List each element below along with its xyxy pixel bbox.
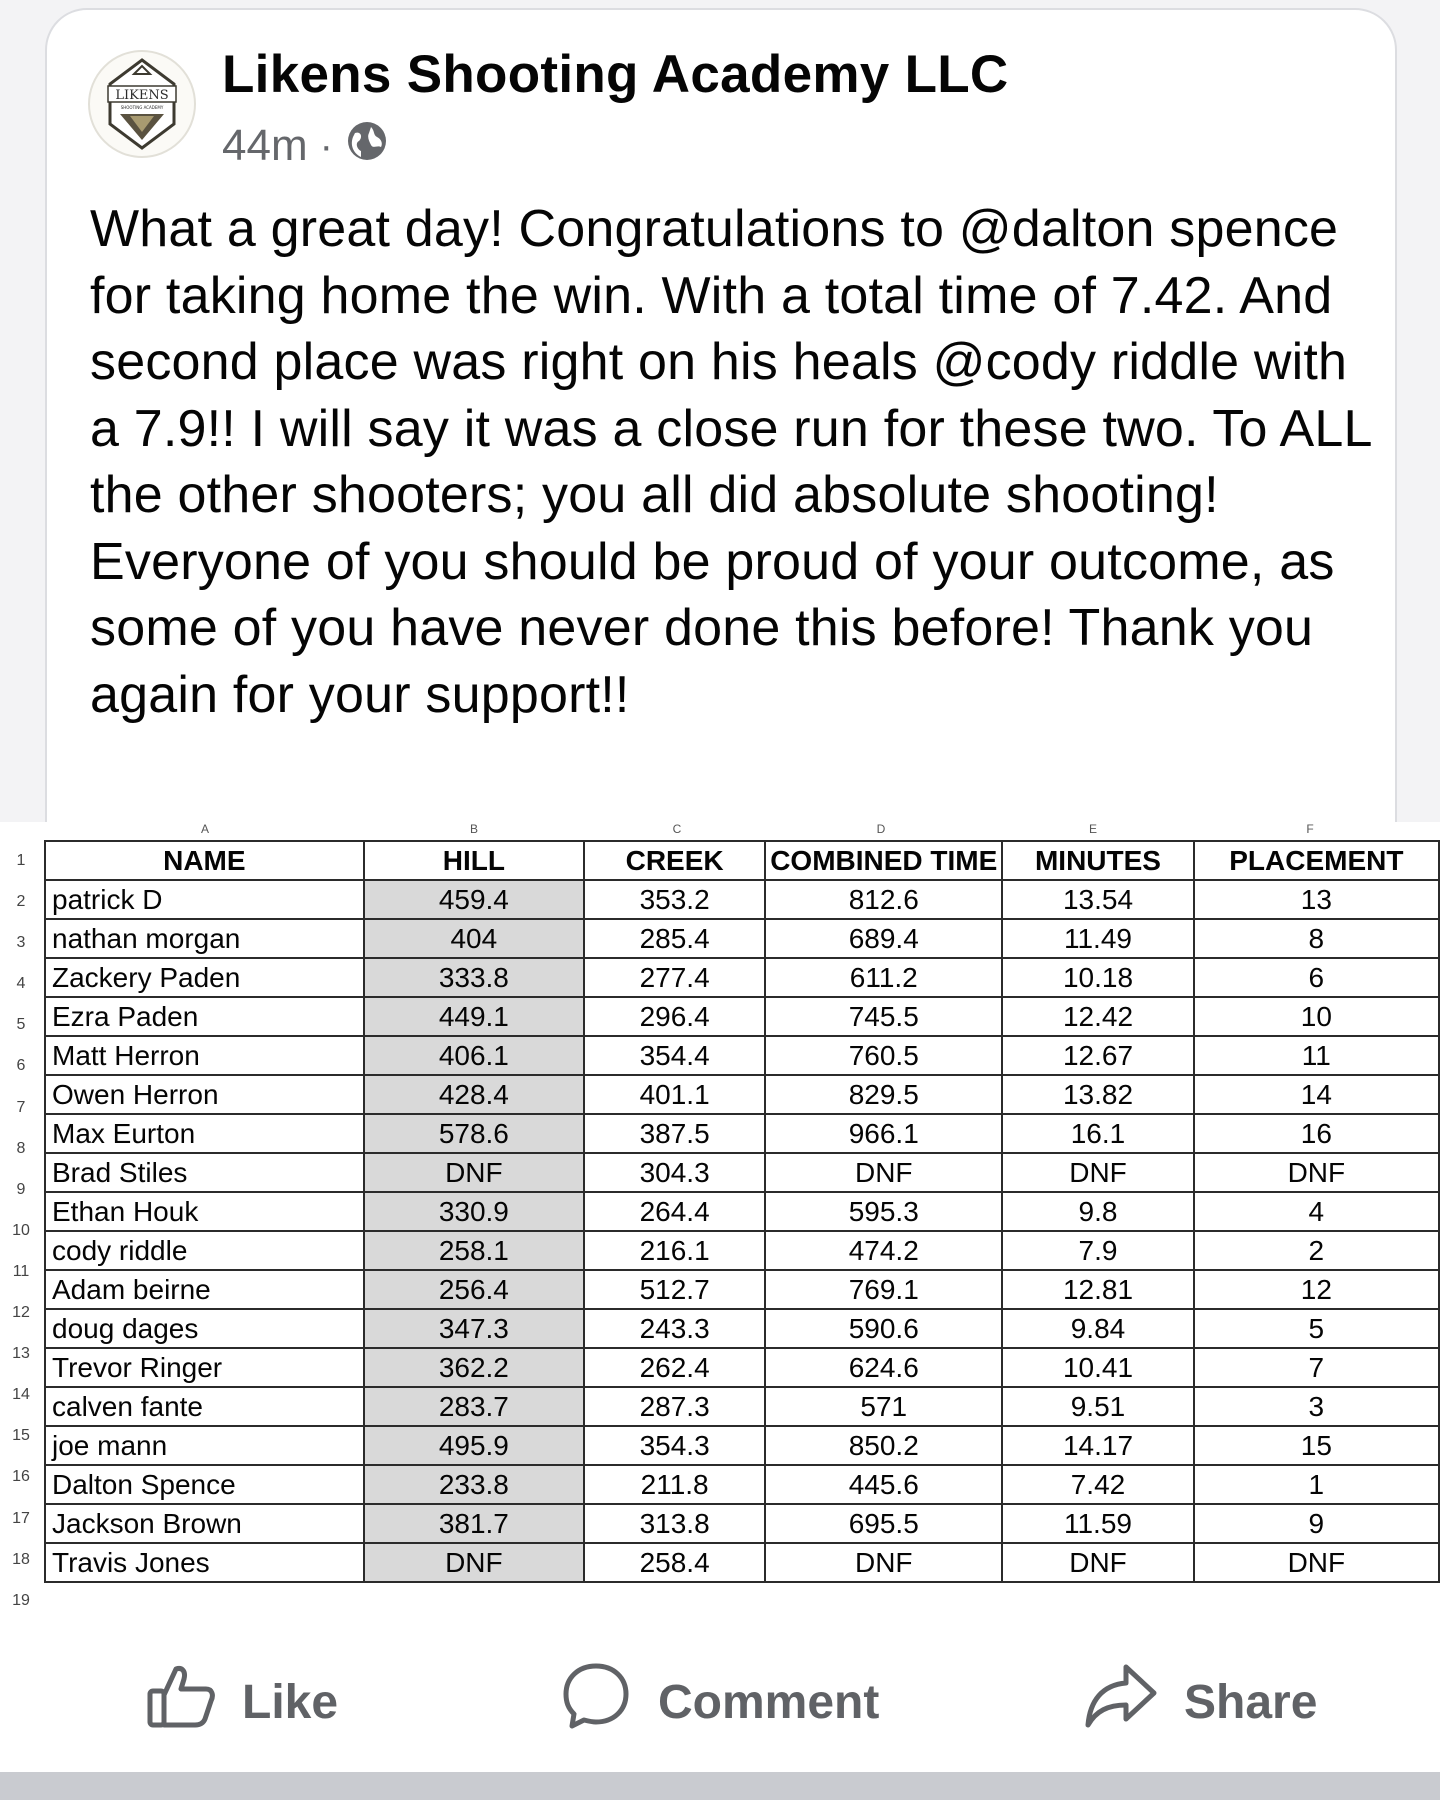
cell-hill: 233.8 [364,1465,584,1504]
globe-icon [345,119,389,174]
row-number: 2 [16,893,26,911]
column-letter: D [876,822,886,836]
table-row [45,880,1439,919]
feed-divider [0,1772,1440,1800]
post-time[interactable]: 44m [222,121,308,170]
cell-name: Trevor Ringer [45,1348,364,1387]
cell-name: Zackery Paden [45,958,364,997]
cell-name: Brad Stiles [45,1153,364,1192]
row-number: 14 [12,1386,30,1404]
cell-hill: 347.3 [364,1309,584,1348]
table-row [45,1387,1439,1426]
cell-minutes: 9.8 [1002,1192,1193,1231]
header-creek: CREEK [584,841,765,880]
cell-hill: 495.9 [364,1426,584,1465]
column-letter: A [200,822,210,836]
cell-name: Ethan Houk [45,1192,364,1231]
cell-creek: 387.5 [584,1114,765,1153]
row-number: 5 [16,1016,26,1034]
like-button[interactable] [146,1670,338,1734]
row-number: 16 [12,1468,30,1486]
cell-hill: DNF [364,1543,584,1582]
cell-creek: 354.3 [584,1426,765,1465]
row-number: 12 [12,1304,30,1322]
table-row [45,958,1439,997]
cell-hill: 256.4 [364,1270,584,1309]
cell-combined-time: 812.6 [765,880,1002,919]
cell-placement: 12 [1194,1270,1439,1309]
cell-combined-time: 474.2 [765,1231,1002,1270]
header-hill: HILL [364,841,584,880]
cell-placement: 16 [1194,1114,1439,1153]
cell-creek: 304.3 [584,1153,765,1192]
cell-hill: 406.1 [364,1036,584,1075]
row-number: 7 [16,1098,26,1116]
cell-creek: 354.4 [584,1036,765,1075]
header-minutes: MINUTES [1002,841,1193,880]
results-table [44,840,1440,1583]
row-number: 19 [12,1591,30,1609]
table-row [45,919,1439,958]
cell-hill: 362.2 [364,1348,584,1387]
table-row [45,1465,1439,1504]
cell-name: patrick D [45,880,364,919]
cell-name: Owen Herron [45,1075,364,1114]
cell-name: Ezra Paden [45,997,364,1036]
cell-name: calven fante [45,1387,364,1426]
cell-combined-time: 571 [765,1387,1002,1426]
cell-hill: 449.1 [364,997,584,1036]
row-number: 11 [12,1262,30,1280]
share-label: Share [1184,1675,1318,1729]
table-row [45,1348,1439,1387]
cell-minutes: 12.42 [1002,997,1193,1036]
cell-name: joe mann [45,1426,364,1465]
cell-minutes: 9.51 [1002,1387,1193,1426]
column-letter: B [469,822,479,836]
cell-placement: 14 [1194,1075,1439,1114]
post-text: What a great day! Congratulations to @dalton spence for taking home the win. With a total time of 7.42. And second place was right on his heals @cody riddle with a 7.9!! I will say it was a close run for these two. To ALL the other shooters; you all did absolute shooting! Everyone of you should be proud of your outcome, as some of you have never done this before! Thank you again for your support!! [90,200,1371,724]
cell-creek: 211.8 [584,1465,765,1504]
like-label: Like [242,1675,339,1729]
row-number: 13 [12,1345,30,1363]
cell-placement: 13 [1194,880,1439,919]
row-number: 17 [12,1509,30,1527]
cell-hill: 258.1 [364,1231,584,1270]
cell-combined-time: 695.5 [765,1504,1002,1543]
cell-minutes: 11.59 [1002,1504,1193,1543]
cell-name: Matt Herron [45,1036,364,1075]
row-number: 10 [12,1221,30,1239]
table-row [45,1543,1439,1582]
cell-creek: 296.4 [584,997,765,1036]
svg-text:LIKENS: LIKENS [115,88,169,103]
cell-hill: 333.8 [364,958,584,997]
row-number: 9 [16,1180,26,1198]
cell-minutes: DNF [1002,1543,1193,1582]
row-number: 15 [12,1427,30,1445]
cell-placement: 6 [1194,958,1439,997]
svg-text:SHOOTING ACADEMY: SHOOTING ACADEMY [120,105,164,110]
table-row [45,1426,1439,1465]
share-button[interactable] [1084,1670,1317,1734]
cell-creek: 353.2 [584,880,765,919]
post-action-bar [0,1630,1440,1772]
table-row [45,1231,1439,1270]
cell-hill: 404 [364,919,584,958]
cell-creek: 313.8 [584,1504,765,1543]
cell-combined-time: 769.1 [765,1270,1002,1309]
cell-placement: DNF [1194,1153,1439,1192]
cell-creek: 243.3 [584,1309,765,1348]
table-row [45,1309,1439,1348]
cell-name: Travis Jones [45,1543,364,1582]
table-row [45,1114,1439,1153]
cell-name: Max Eurton [45,1114,364,1153]
cell-hill: DNF [364,1153,584,1192]
table-row [45,997,1439,1036]
cell-minutes: 12.81 [1002,1270,1193,1309]
cell-minutes: 10.18 [1002,958,1193,997]
cell-hill: 459.4 [364,880,584,919]
cell-creek: 401.1 [584,1075,765,1114]
cell-creek: 287.3 [584,1387,765,1426]
cell-hill: 578.6 [364,1114,584,1153]
cell-minutes: DNF [1002,1153,1193,1192]
row-number: 8 [16,1139,26,1157]
cell-name: Adam beirne [45,1270,364,1309]
cell-combined-time: 745.5 [765,997,1002,1036]
cell-placement: 10 [1194,997,1439,1036]
speech-bubble-icon [560,1660,632,1744]
cell-placement: 7 [1194,1348,1439,1387]
cell-combined-time: DNF [765,1153,1002,1192]
header-name: NAME [45,841,364,880]
cell-creek: 262.4 [584,1348,765,1387]
cell-minutes: 12.67 [1002,1036,1193,1075]
cell-minutes: 10.41 [1002,1348,1193,1387]
cell-placement: 9 [1194,1504,1439,1543]
table-row [45,1192,1439,1231]
meta-separator: · [319,123,333,168]
row-number: 1 [16,852,26,869]
cell-name: cody riddle [45,1231,364,1270]
post-meta [222,118,389,174]
cell-placement: 15 [1194,1426,1439,1465]
cell-creek: 285.4 [584,919,765,958]
cell-minutes: 7.42 [1002,1465,1193,1504]
share-arrow-icon [1084,1661,1158,1743]
cell-combined-time: 760.5 [765,1036,1002,1075]
row-number-column [0,840,42,1621]
cell-combined-time: 850.2 [765,1426,1002,1465]
cell-combined-time: 689.4 [765,919,1002,958]
table-row [45,1036,1439,1075]
cell-creek: 277.4 [584,958,765,997]
cell-minutes: 7.9 [1002,1231,1193,1270]
column-letter: C [672,822,682,836]
row-number: 4 [16,975,26,993]
cell-creek: 512.7 [584,1270,765,1309]
results-spreadsheet [0,822,1440,1630]
cell-placement: 3 [1194,1387,1439,1426]
cell-hill: 381.7 [364,1504,584,1543]
table-row [45,1270,1439,1309]
cell-combined-time: 966.1 [765,1114,1002,1153]
table-row [45,1153,1439,1192]
cell-creek: 216.1 [584,1231,765,1270]
table-row [45,1504,1439,1543]
comment-button[interactable] [560,1670,879,1734]
cell-placement: 2 [1194,1231,1439,1270]
cell-creek: 258.4 [584,1543,765,1582]
cell-combined-time: 624.6 [765,1348,1002,1387]
cell-minutes: 14.17 [1002,1426,1193,1465]
cell-minutes: 13.82 [1002,1075,1193,1114]
cell-combined-time: 611.2 [765,958,1002,997]
cell-minutes: 16.1 [1002,1114,1193,1153]
cell-placement: 8 [1194,919,1439,958]
cell-hill: 428.4 [364,1075,584,1114]
header-row [45,841,1439,880]
cell-hill: 283.7 [364,1387,584,1426]
cell-placement: 11 [1194,1036,1439,1075]
column-letter-row [0,822,1440,842]
cell-combined-time: 590.6 [765,1309,1002,1348]
page-avatar[interactable] [88,50,196,158]
cell-placement: 5 [1194,1309,1439,1348]
cell-minutes: 11.49 [1002,919,1193,958]
header-combined-time: COMBINED TIME [765,841,1002,880]
cell-name: Jackson Brown [45,1504,364,1543]
post-author[interactable]: Likens Shooting Academy LLC [222,45,1009,104]
cell-name: nathan morgan [45,919,364,958]
cell-combined-time: DNF [765,1543,1002,1582]
comment-label: Comment [658,1675,880,1729]
header-placement: PLACEMENT [1194,841,1439,880]
cell-minutes: 9.84 [1002,1309,1193,1348]
row-number: 3 [16,934,26,952]
thumbs-up-icon [146,1661,216,1743]
column-letter: F [1306,822,1314,836]
cell-placement: 1 [1194,1465,1439,1504]
cell-combined-time: 595.3 [765,1192,1002,1231]
likens-logo [90,52,194,156]
cell-name: Dalton Spence [45,1465,364,1504]
cell-combined-time: 829.5 [765,1075,1002,1114]
results-body [45,880,1439,1582]
table-row [45,1075,1439,1114]
cell-name: doug dages [45,1309,364,1348]
row-number: 6 [16,1057,26,1075]
row-number: 18 [12,1550,30,1568]
cell-placement: 4 [1194,1192,1439,1231]
cell-hill: 330.9 [364,1192,584,1231]
cell-creek: 264.4 [584,1192,765,1231]
cell-combined-time: 445.6 [765,1465,1002,1504]
column-letter: E [1088,822,1098,836]
cell-minutes: 13.54 [1002,880,1193,919]
cell-placement: DNF [1194,1543,1439,1582]
